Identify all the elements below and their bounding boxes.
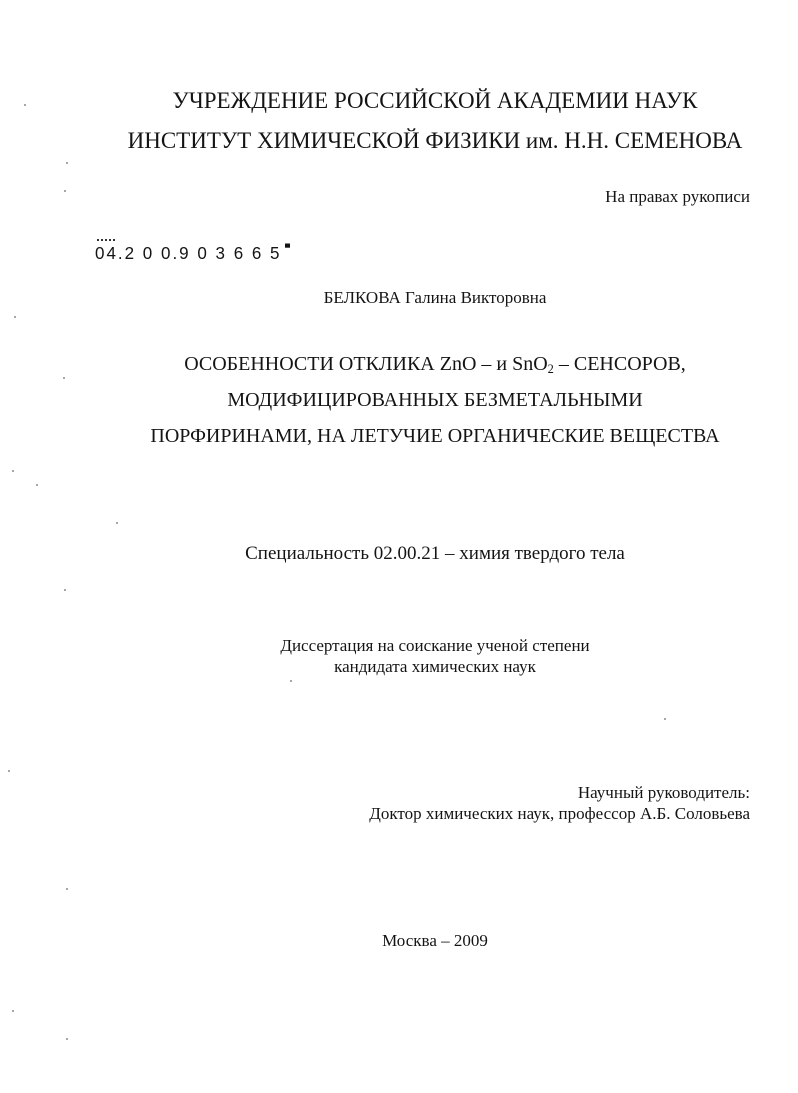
scan-speck — [14, 316, 16, 318]
scan-speck — [64, 190, 66, 192]
scan-speck — [66, 888, 68, 890]
organization-line-1: УЧРЕЖДЕНИЕ РОССИЙСКОЙ АКАДЕМИИ НАУК — [172, 88, 698, 113]
scan-speck — [66, 162, 68, 164]
scan-speck — [24, 104, 26, 106]
scan-speck — [116, 522, 118, 524]
dissertation-line-1: Диссертация на соискание ученой степени — [280, 636, 590, 655]
supervisor-label: Научный руководитель: — [577, 783, 750, 802]
dissertation-line-2: кандидата химических наук — [334, 657, 536, 676]
scan-speck — [12, 470, 14, 472]
rights-note: На правах рукописи — [605, 187, 750, 206]
title-line-1-suffix: – СЕНСОРОВ, — [553, 353, 686, 375]
organization-line-2: ИНСТИТУТ ХИМИЧЕСКОЙ ФИЗИКИ им. Н.Н. СЕМЕНОВА — [127, 128, 743, 153]
supervisor-name: Доктор химических наук, профессор А.Б. Соловьева — [369, 804, 750, 823]
scan-speck — [64, 589, 66, 591]
scan-speck — [63, 377, 65, 379]
scan-speck — [12, 1010, 14, 1012]
scan-speck — [290, 680, 292, 682]
registration-mark-tick — [97, 239, 115, 243]
title-line-1-subscript: 2 — [547, 362, 554, 377]
title-line-3: ПОРФИРИНАМИ, НА ЛЕТУЧИЕ ОРГАНИЧЕСКИЕ ВЕЩЕСТВА — [150, 425, 720, 447]
title-line-1 — [0, 353, 798, 377]
author-name: БЕЛКОВА Галина Викторовна — [323, 288, 547, 307]
title-line-1-prefix: ОСОБЕННОСТИ ОТКЛИКА ZnO – и SnO — [184, 353, 548, 375]
registration-number-text: 04.2 0 0.9 0 3 6 6 5 — [95, 243, 282, 264]
scan-speck — [8, 770, 10, 772]
registration-dot-icon — [285, 244, 290, 248]
scan-speck — [66, 1038, 68, 1040]
registration-number — [95, 244, 290, 265]
scan-speck — [36, 484, 38, 486]
title-line-2: МОДИФИЦИРОВАННЫХ БЕЗМЕТАЛЬНЫМИ — [227, 389, 643, 411]
specialty: Специальность 02.00.21 – химия твердого тела — [245, 543, 625, 564]
scan-speck — [664, 718, 666, 720]
place-year: Москва – 2009 — [382, 931, 488, 950]
